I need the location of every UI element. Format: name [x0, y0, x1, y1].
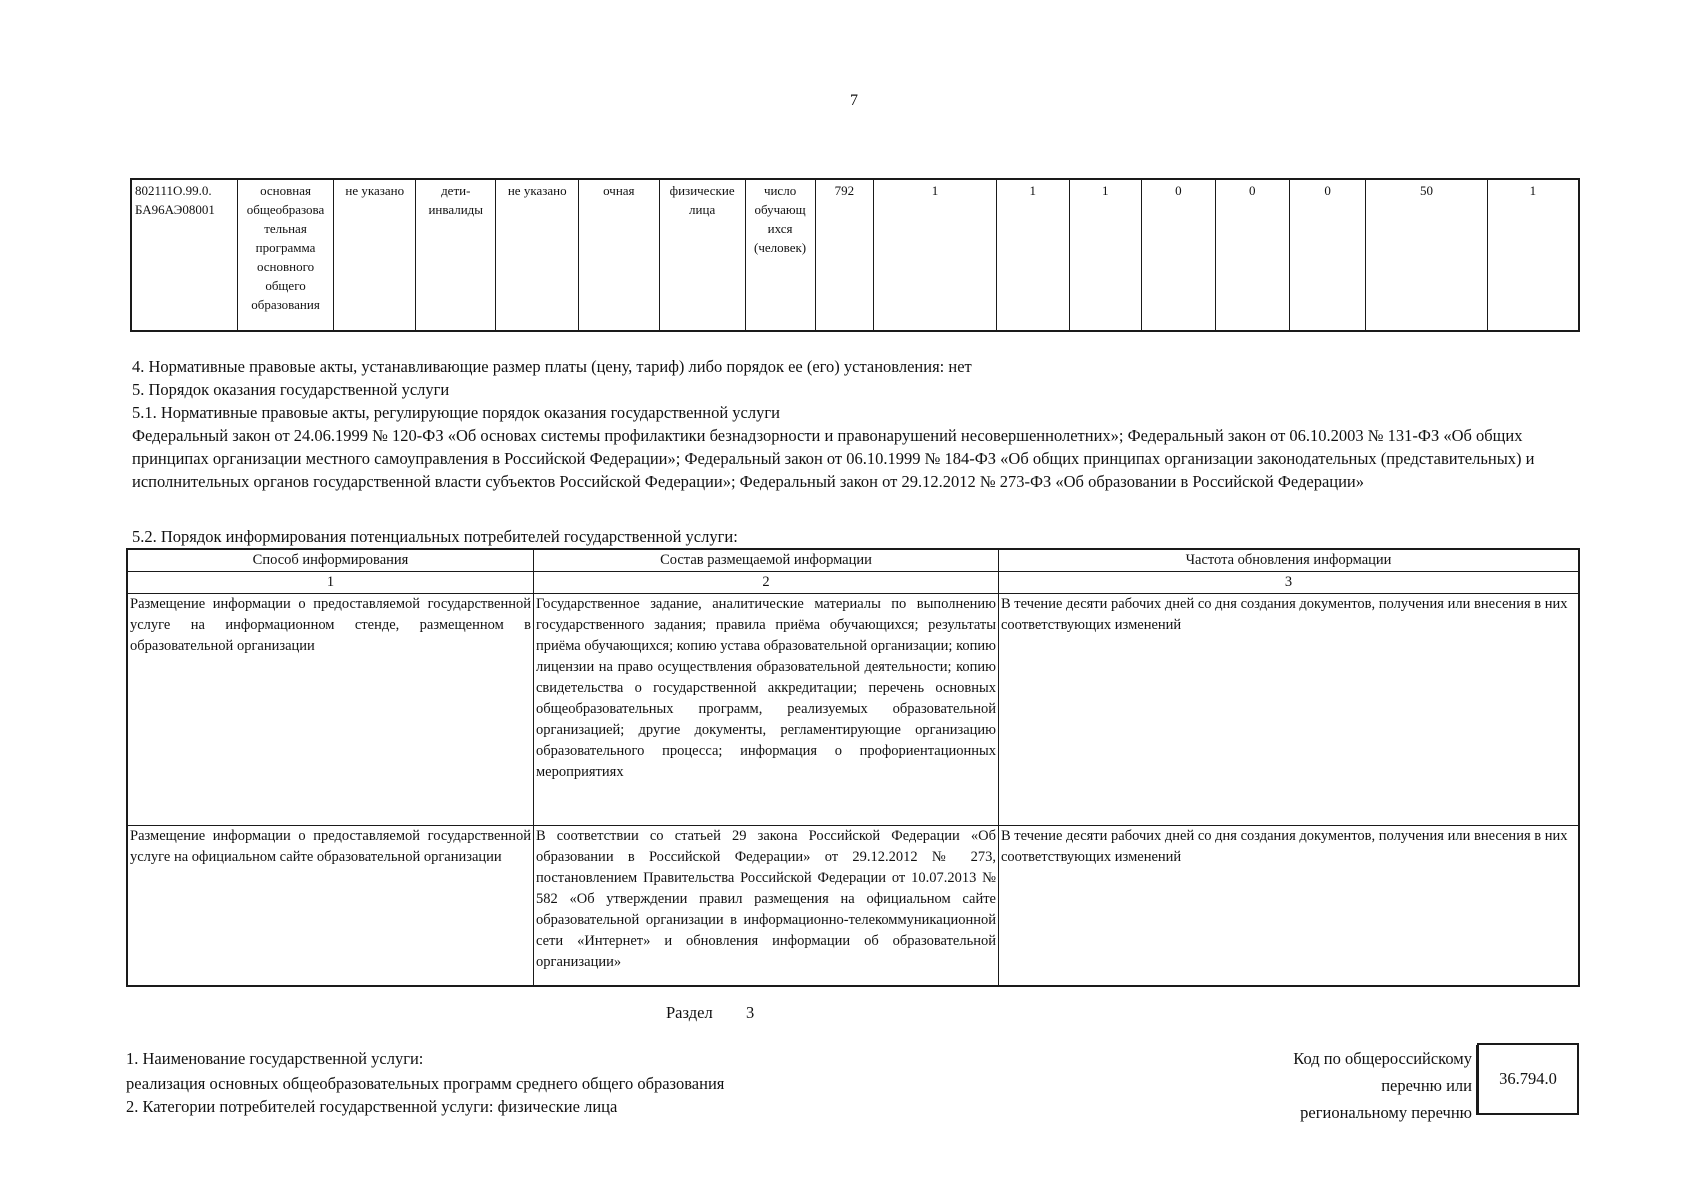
content-cell: Государственное задание, аналитические материалы по выполнению государственного задания; правила приёма обучающихся; результаты приёма обучающихся; копию устава образовательной организации; копию лицензии на право осуществления образовательной деятельности; копию свидетельства о государственной аккредитации; перечень основных общеобразовательных программ, реализуемых образовательной организацией; другие документы, регламентирующие организацию образовательного процесса; информация о профориентационных мероприятиях — [534, 594, 999, 826]
table-cell: 792 — [815, 179, 874, 331]
service-indicators-table — [130, 178, 1580, 332]
table-cell: 1 — [996, 179, 1069, 331]
table-cell: 50 — [1366, 179, 1487, 331]
table-header-row — [127, 549, 1579, 572]
paragraph-5: 5. Порядок оказания государственной услуги — [132, 380, 450, 399]
section-number: 3 — [746, 1003, 755, 1022]
paragraph-5-2: 5.2. Порядок информирования потенциальных потребителей государственной услуги: — [132, 527, 738, 546]
table-number-row — [127, 572, 1579, 594]
table-cell: не указано — [496, 179, 578, 331]
table-row — [127, 826, 1579, 986]
column-header: Состав размещаемой информации — [534, 549, 999, 572]
section-label: Раздел — [666, 1003, 713, 1022]
content-cell: В соответствии со статьей 29 закона Российской Федерации «Об образовании в Российской Федерации» от 29.12.2012 № 273, постановлением Правительства Российской Федерации от 10.07.2013 № 582 «Об утверждении правил размещения на официальном сайте образовательной организации в информационно-телекоммуникационной сети «Интернет» и обновления информации об образовательной организации» — [534, 826, 999, 986]
table-cell: 1 — [874, 179, 997, 331]
table-cell: число обучающ ихся (человек) — [745, 179, 815, 331]
column-number: 2 — [534, 572, 999, 594]
method-cell: Размещение информации о предоставляемой государственной услуге на информационном стенде, размещенном в образовательной организации — [127, 594, 534, 826]
table-cell: 1 — [1069, 179, 1142, 331]
table-row — [127, 594, 1579, 826]
column-header: Частота обновления информации — [999, 549, 1580, 572]
column-number: 3 — [999, 572, 1580, 594]
table-cell: очная — [578, 179, 659, 331]
page-number: 7 — [850, 92, 858, 109]
table-cell: дети- инвалиды — [416, 179, 496, 331]
frequency-cell: В течение десяти рабочих дней со дня создания документов, получения или внесения в них соответствующих изменений — [999, 826, 1580, 986]
table-cell: физические лица — [659, 179, 745, 331]
paragraph-4: 4. Нормативные правовые акты, устанавливающие размер платы (цену, тариф) либо порядок ее (его) установления: нет — [132, 357, 972, 376]
table-cell: 0 — [1215, 179, 1289, 331]
method-cell: Размещение информации о предоставляемой государственной услуге на официальном сайте образовательной организации — [127, 826, 534, 986]
registry-code-cell: 802111O.99.0. БА96АЭ08001 — [131, 179, 237, 331]
table-cell: 0 — [1142, 179, 1215, 331]
service-name-value: реализация основных общеобразовательных программ среднего общего образования — [126, 1074, 725, 1093]
service-name-label: 1. Наименование государственной услуги: — [126, 1049, 424, 1068]
table-cell: не указано — [334, 179, 416, 331]
table-row — [131, 179, 1579, 331]
paragraph-5-1: 5.1. Нормативные правовые акты, регулирующие порядок оказания государственной услуги — [132, 403, 780, 422]
registry-code-label: Код по общероссийскому перечню или региональному перечню — [1220, 1045, 1478, 1115]
column-number: 1 — [127, 572, 534, 594]
frequency-cell: В течение десяти рабочих дней со дня создания документов, получения или внесения в них соответствующих изменений — [999, 594, 1580, 826]
laws-text: Федеральный закон от 24.06.1999 № 120-ФЗ «Об основах системы профилактики безнадзорности и правонарушений несовершеннолетних»; Федеральный закон от 06.10.2003 № 131-ФЗ «Об общих принципах организации местного самоуправления в Российской Федерации»; Федеральный закон от 06.10.1999 № 184-ФЗ «Об общих принципах организации законодательных (представительных) и исполнительных органов государственной власти субъектов Российской Федерации»; Федеральный закон от 29.12.2012 № 273-ФЗ «Об образовании в Российской Федерации» — [132, 426, 1535, 491]
consumer-categories: 2. Категории потребителей государственной услуги: физические лица — [126, 1097, 618, 1116]
table-cell: 0 — [1289, 179, 1365, 331]
informing-table — [126, 548, 1580, 987]
table-cell: 1 — [1487, 179, 1579, 331]
registry-code-value: 36.794.0 — [1477, 1043, 1579, 1115]
program-cell: основная общеобразова тельная программа основного общего образования — [237, 179, 334, 331]
column-header: Способ информирования — [127, 549, 534, 572]
